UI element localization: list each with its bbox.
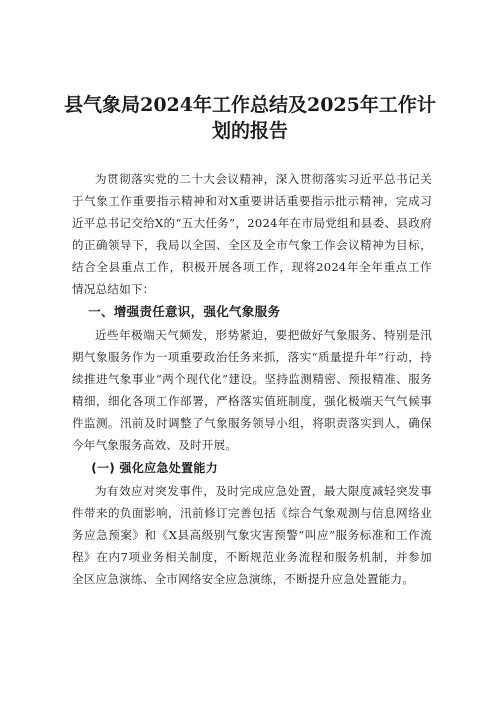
- intro-paragraph: 为贯彻落实党的二十大会议精神，深入贯彻落实习近平总书记关于气象工作重要指示精神和对X重要讲话重要指示批示精神，完成习近平总书记交给X的“五大任务”，2024年在市局党组和县委、县政府的正确领导下，我局以全国、全区及全市气象工作会议精神为目标，结合全县重点工作，积极开展各项工作，现将2024年全年重点工作情况总结如下：: [72, 172, 432, 296]
- subsection-paragraph: 为有效应对突发事件，及时完成应急处置，最大限度减轻突发事件带来的负面影响，汛前修订完善包括《综合气象观测与信息网络业务应急预案》和《X县高级别气象灾害预警“叫应”服务标准和工作流程》在内7项业务相关制度，不断规范业务流程和服务机制，并参加全区应急演练、全市网络安全应急演练，不断提升应急处置能力。: [72, 484, 432, 586]
- document-title: 县气象局2024年工作总结及2025年工作计划的报告: [64, 94, 436, 142]
- section-heading: 一、增强责任意识，强化气象服务: [88, 304, 281, 319]
- subsection-heading: (一) 强化应急处置能力: [91, 461, 218, 475]
- section-paragraph: 近些年极端天气频发，形势紧迫，要把做好气象服务、特别是汛期气象服务作为一项重要政治任务来抓，落实“质量提升年”行动，持续推进气象事业“两个现代化”建设。坚持监测精密、预报精准、服务精细，细化各项工作部署，严格落实值班制度，强化极端天气气候事件监测。汛前及时调整了气象服务领导小组，将职责落实到人，确保今年气象服务高效、及时开展。: [72, 328, 432, 452]
- document-body: [72, 168, 432, 590]
